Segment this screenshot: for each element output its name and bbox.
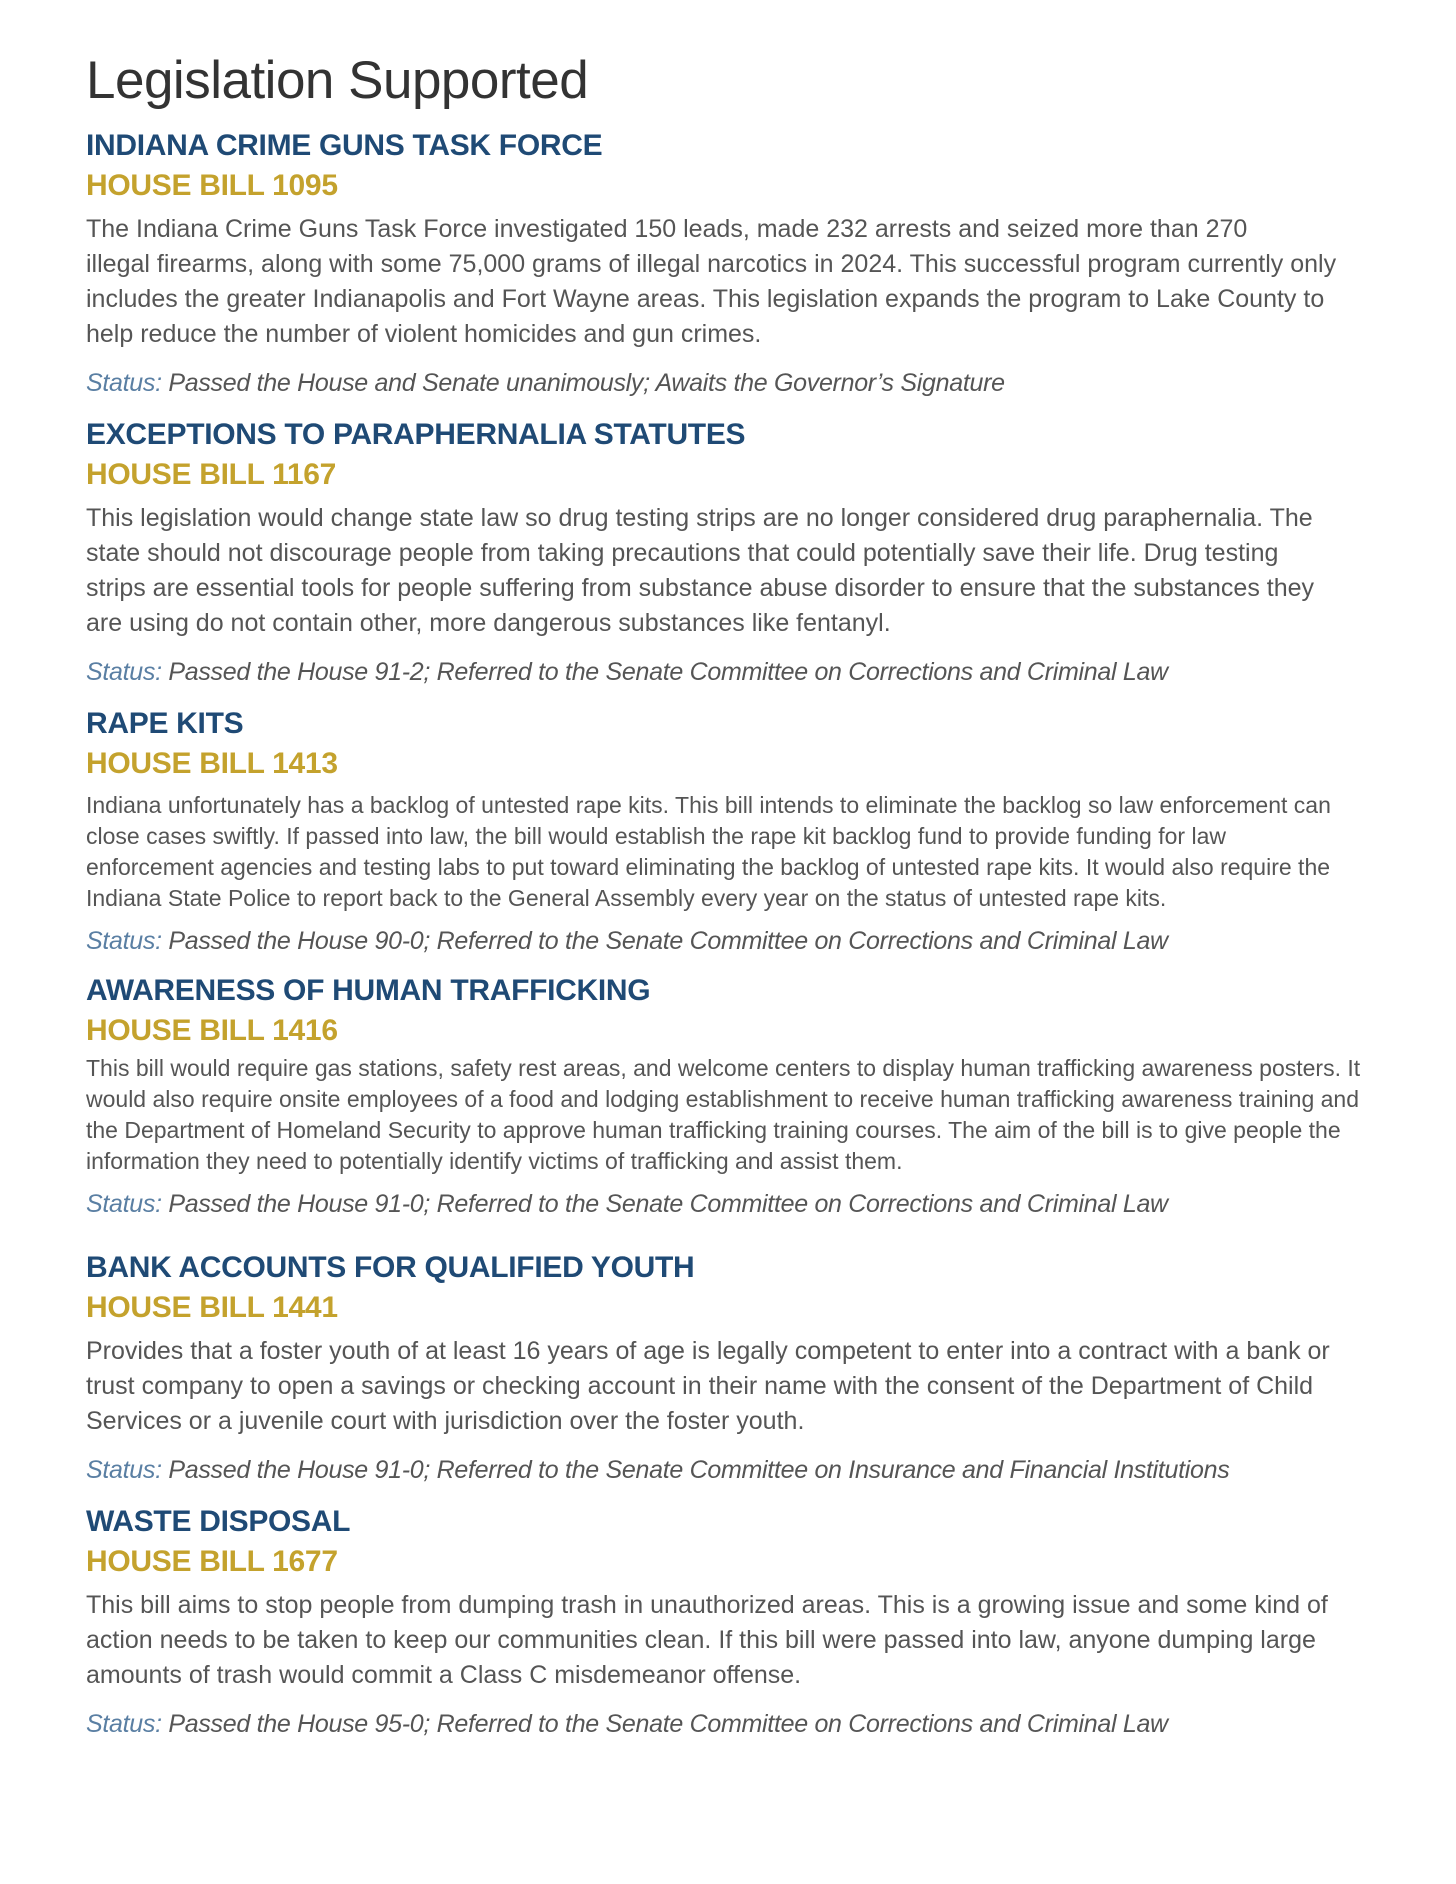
bill-status [86,1453,1406,1488]
bill-description: This legislation would change state law so drug testing strips are no longer considered drug paraphernalia. The state should not discourage people from taking precautions that could potentially save their life. Drug testing strips are essential tools for people suffering from substance abuse disorder to ensure that the substances they are using do not contain other, more dangerous substances like fentanyl. [86,504,1315,637]
bill-name: RAPE KITS [86,707,244,740]
bill-name: WASTE DISPOSAL [86,1505,351,1538]
bill-number: HOUSE BILL 1416 [86,1014,338,1047]
status-text: Passed the House and Senate unanimously; Awaits the Governor’s Signature [161,369,1005,397]
bill-description: This bill would require gas stations, safety rest areas, and welcome centers to display human trafficking awareness posters. It would also require onsite employees of a food and lodging establishment to receive human trafficking awareness training and the Department of Homeland Security to approve human trafficking training courses. The aim of the bill is to give people the information they need to potentially identify victims of trafficking and assist them. [86,1055,1361,1174]
bill-name: AWARENESS OF HUMAN TRAFFICKING [86,974,651,1007]
status-label: Status: [86,1190,162,1218]
status-label: Status: [86,369,162,397]
bill-section-1416 [86,971,1406,1222]
bill-name: EXCEPTIONS TO PARAPHERNALIA STATUTES [86,418,746,451]
status-text: Passed the House 91-0; Referred to the Senate Committee on Insurance and Financial Institutions [161,1456,1230,1484]
bill-description: The Indiana Crime Guns Task Force investigated 150 leads, made 232 arrests and seized more than 270 illegal firearms, along with some 75,000 grams of illegal narcotics in 2024. This successful program currently only includes the greater Indianapolis and Fort Wayne areas. This legislation expands the program to Lake County to help reduce the number of violent homicides and gun crimes. [86,215,1337,348]
bill-section-1677 [86,1502,1406,1742]
bill-number: HOUSE BILL 1441 [86,1291,338,1324]
status-text: Passed the House 91-2; Referred to the Senate Committee on Corrections and Criminal Law [161,658,1168,686]
bill-section-1167 [86,415,1406,690]
bill-name: INDIANA CRIME GUNS TASK FORCE [86,129,603,162]
status-label: Status: [86,1710,162,1738]
bill-number: HOUSE BILL 1677 [86,1545,338,1578]
status-text: Passed the House 91-0; Referred to the Senate Committee on Corrections and Criminal Law [161,1190,1168,1218]
status-label: Status: [86,1456,162,1484]
status-text: Passed the House 90-0; Referred to the Senate Committee on Corrections and Criminal Law [161,927,1168,955]
bill-number: HOUSE BILL 1413 [86,747,338,780]
bill-section-1095 [86,126,1406,401]
bill-status [86,1707,1406,1742]
legislation-page [86,48,1406,1742]
bill-number: HOUSE BILL 1095 [86,169,338,202]
bill-section-1413 [86,704,1406,959]
bill-description: Provides that a foster youth of at least 16 years of age is legally competent to enter into a contract with a bank or trust company to open a savings or checking account in their name with the consent of the Department of Child Services or a juvenile court with jurisdiction over the foster youth. [86,1337,1330,1435]
bill-description: This bill aims to stop people from dumping trash in unauthorized areas. This is a growing issue and some kind of action needs to be taken to keep our communities clean. If this bill were passed into law, anyone dumping large amounts of trash would commit a Class C misdemeanor offense. [86,1591,1328,1689]
status-label: Status: [86,927,162,955]
bill-status [86,1187,1406,1222]
status-label: Status: [86,658,162,686]
status-text: Passed the House 95-0; Referred to the Senate Committee on Corrections and Criminal Law [161,1710,1168,1738]
bill-description: Indiana unfortunately has a backlog of untested rape kits. This bill intends to eliminate the backlog so law enforcement can close cases swiftly. If passed into law, the bill would establish the rape kit backlog fund to provide funding for law enforcement agencies and testing labs to put toward eliminating the backlog of untested rape kits. It would also require the Indiana State Police to report back to the General Assembly every year on the status of untested rape kits. [86,792,1331,911]
bill-section-1441 [86,1248,1406,1488]
bill-status [86,655,1406,690]
bill-name: BANK ACCOUNTS FOR QUALIFIED YOUTH [86,1251,695,1284]
page-title: Legislation Supported [86,51,589,110]
bill-status [86,924,1406,959]
bill-number: HOUSE BILL 1167 [86,458,337,491]
bill-status [86,366,1406,401]
